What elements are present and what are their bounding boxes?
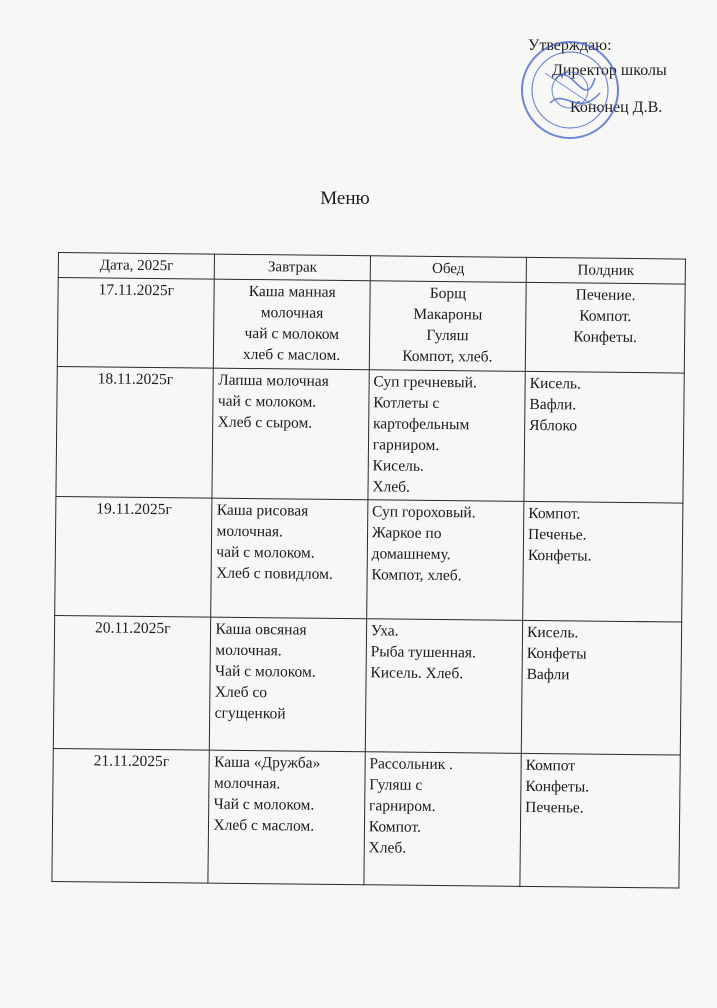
lunch-cell: Уха. Рыба тушенная. Кисель. Хлеб. [365,619,523,754]
page-title: Меню [320,188,370,209]
date-cell: 21.11.2025г [52,749,210,884]
header-snack: Полдник [526,257,685,284]
snack-cell: Кисель. Вафли. Яблоко [524,371,684,503]
table-row [55,497,683,623]
snack-cell: Компот. Печенье. Конфеты. [523,502,683,623]
snack-cell: Компот Конфеты. Печенье. [520,754,680,889]
table-row [56,366,684,503]
approval-signer: Кононец Д.В. [570,98,663,116]
snack-cell: Кисель. Конфеты Вафли [521,621,681,756]
breakfast-cell: Каша манная молочная чай с молоком хлеб с маслом. [214,279,370,369]
header-lunch: Обед [370,256,526,283]
date-cell: 20.11.2025г [53,616,211,751]
approval-label: Утверждаю: [528,37,612,54]
menu-table [51,252,686,889]
table-row [52,749,680,889]
table-row [53,616,681,756]
school-stamp-seal [515,18,625,158]
date-cell: 18.11.2025г [56,366,214,498]
breakfast-cell: Лапша молочная чай с молоком. Хлеб с сыром. [212,368,369,500]
breakfast-cell: Каша овсяная молочная. Чай с молоком. Хлеб со сгущенкой [210,618,367,753]
breakfast-cell: Каша рисовая молочная. чай с молоком. Хлеб с повидлом. [211,499,368,620]
snack-cell: Печение. Компот. Конфеты. [525,283,685,373]
date-cell: 17.11.2025г [57,278,214,368]
header-breakfast: Завтрак [215,254,371,281]
approval-position: Директор школы [552,61,667,79]
header-date: Дата, 2025г [58,253,215,280]
breakfast-cell: Каша «Дружба» молочная. Чай с молоком. Хлеб с маслом. [208,751,365,886]
lunch-cell: Борщ Макароны Гуляш Компот, хлеб. [369,281,526,371]
lunch-cell: Рассольник . Гуляш с гарниром. Компот. Хлеб. [364,752,522,887]
date-cell: 19.11.2025г [55,497,213,618]
table-row [57,278,685,373]
lunch-cell: Суп гречневый. Котлеты с картофельным гарниром. Кисель. Хлеб. [368,370,526,502]
lunch-cell: Суп гороховый. Жаркое по домашнему. Компот, хлеб. [366,500,523,621]
